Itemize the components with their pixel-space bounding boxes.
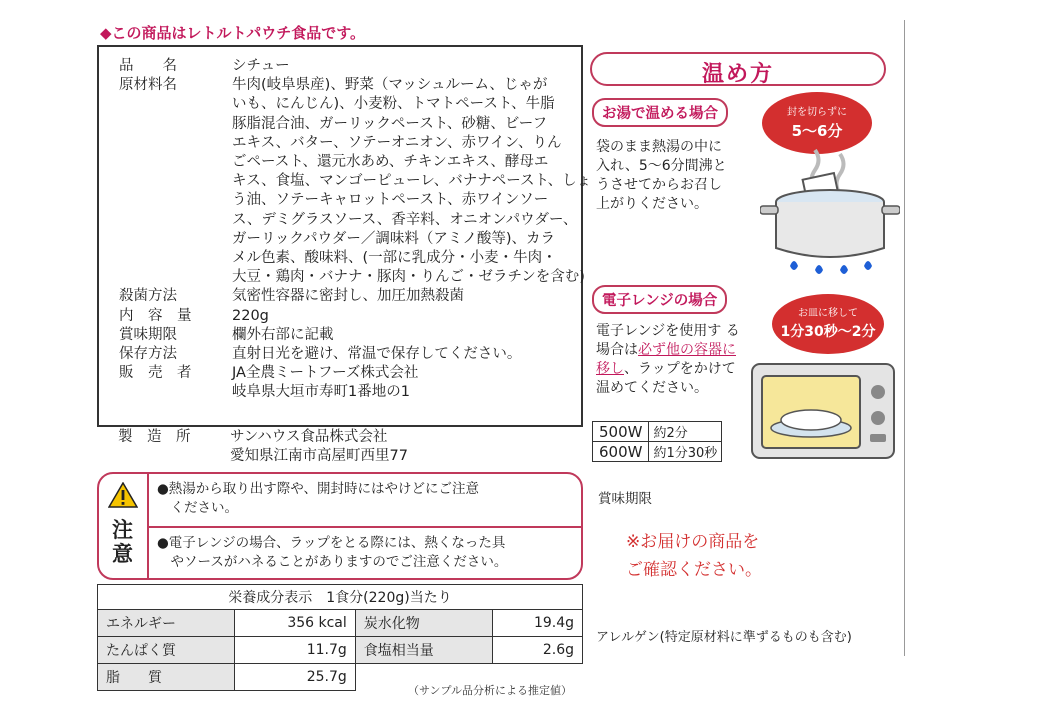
ingredient-line: いも、にんじん)、小麦粉、トマトペースト、牛脂 [232,96,555,113]
ingredient-label: 原材料名 [119,77,177,94]
microwave-instructions [596,322,744,398]
ingredient-label: 保存方法 [119,346,177,362]
nutrient-name: 脂 質 [98,664,235,691]
ingredient-line: ガーリックパウダー／調味料（アミノ酸等)、カラ [232,230,556,247]
caution-box [97,472,583,580]
ingredient-line: 直射日光を避け、常温で保存してください。 [232,346,522,362]
expiry-label: 賞味期限 [598,491,652,507]
boil-time-bubble [762,92,872,154]
boil-method-label: お湯で温める場合 [592,98,728,127]
ingredient-line: う油、ソテーキャロットペースト、赤ワインソー [232,192,549,209]
ingredient-value [232,76,592,287]
instruction-text: 、ラップをかけて温めてください。 [596,361,736,396]
confirm-note [626,528,762,584]
nutrition-note: （サンプル品分析による推定値） [408,684,573,697]
manufacturer-address: 愛知県江南市高屋町西里77 [230,448,408,464]
ingredient-line: 豚脂混合油、ガーリックペースト、砂糖、ビーフ [232,115,548,132]
ingredient-value [232,345,577,364]
ingredient-label: 殺菌方法 [119,288,177,305]
manufacturer-name: サンハウス食品株式会社 [230,429,388,445]
ingredient-line: シチュー [232,58,290,74]
caution-item [157,480,577,518]
bubble-time: 1分30秒～2分 [780,324,876,340]
instruction-text: 電子レンジを使用す る場合は [596,323,740,358]
caution-label: 注意 [112,518,133,566]
wattage: 600W [593,442,649,462]
caution-side [99,474,149,578]
manufacturer-label: 製 造 所 [118,429,191,445]
ingredient-line: ごペースト、還元水あめ、チキンエキス、酵母エ [232,154,549,170]
microwave-method-label: 電子レンジの場合 [592,285,727,314]
nutrition-header: 栄養成分表示 1食分(220g)当たり [98,585,583,610]
caution-line: ください。 [157,500,238,516]
ingredient-value [232,57,577,76]
nutrient-value: 11.7g [235,637,356,664]
ingredient-label: 賞味期限 [119,326,177,343]
note-line: ご確認ください。 [626,560,762,580]
allergen-label: アレルゲン(特定原材料に準ずるものも含む) [596,630,852,645]
nutrient-name: エネルギー [98,610,235,637]
caution-divider [147,526,581,528]
ingredient-line: 気密性容器に密封し、加圧加熱殺菌 [232,288,464,305]
caution-line: ●熱湯から取り出す際や、開封時にはやけどにご注意 [157,481,480,497]
instruction-line: 入れ、5～6分間沸と [596,158,727,174]
ingredient-line: 岐阜県大垣市寿町1番地の1 [232,384,410,401]
wattage-time: 約2分 [649,422,722,442]
nutrient-value: 356 kcal [235,610,356,637]
ingredient-value [232,287,577,306]
nutrient-value: 2.6g [492,637,582,664]
right-edge-line [904,20,905,656]
instruction-line: 上がりください。 [596,196,708,212]
ingredients-box [97,45,592,427]
nutrient-name: 食塩相当量 [355,637,492,664]
manufacturer-value [230,428,570,466]
ingredient-label: 内 容 量 [119,307,192,324]
ingredient-line: 220g [232,307,269,324]
ingredient-line: 欄外右部に記載 [232,326,334,343]
ingredient-line: エキス、バター、ソテーオニオン、赤ワイン、りん [232,134,562,151]
caution-line: ●電子レンジの場合、ラップをとる際には、熱くなった具 [157,535,506,551]
ingredient-label: 品 名 [119,58,177,74]
nutrition-table [97,584,583,691]
instruction-emphasis: 必ず他の容器に移し [596,342,736,377]
wattage: 500W [593,422,649,442]
caution-item [157,534,577,572]
ingredient-value [232,364,577,402]
nutrient-name: たんぱく質 [98,637,235,664]
nutrient-value: 19.4g [492,610,582,637]
bubble-caption: お皿に移して [798,308,858,319]
microwave-illustration [750,362,896,464]
wattage-time: 約1分30秒 [649,442,722,462]
ingredient-label: 販 売 者 [119,365,192,382]
ingredient-line: JA全農ミートフーズ株式会社 [232,365,419,382]
caution-line: やソースがハネることがありますのでご注意ください。 [157,554,508,570]
bubble-caption: 封を切らずに [787,107,847,118]
microwave-time-bubble [772,294,884,354]
warning-triangle-icon [108,482,138,508]
boil-instructions [596,138,756,214]
retort-notice: ◆この商品はレトルトパウチ食品です。 [100,24,366,42]
instruction-line: 袋のまま熱湯の中に [596,139,722,155]
ingredient-line: ス、デミグラスソース、香辛料、オニオンパウダー、 [232,211,578,228]
ingredient-value [232,326,577,345]
nutrient-value: 25.7g [235,664,356,691]
ingredient-value [232,307,577,326]
ingredient-line: 大豆・鶏肉・バナナ・豚肉・りんご・ゼラチンを含む) [232,269,585,286]
pot-illustration [760,148,900,280]
ingredient-line: キス、食塩、マンゴーピューレ、バナナペースト、しょ [232,173,592,190]
heating-title: 温め方 [701,62,774,87]
ingredient-line: メル色素、酸味料、(一部に乳成分・小麦・牛肉・ [232,250,557,267]
microwave-wattage-table [592,421,722,462]
heating-title-box [590,52,886,86]
instruction-line: うさせてからお召し [596,177,722,193]
note-line: ※お届けの商品を [626,532,760,552]
nutrient-name: 炭水化物 [355,610,492,637]
bubble-time: 5～6分 [791,122,843,140]
ingredient-line: 牛肉(岐阜県産)、野菜（マッシュルーム、じゃが [232,77,548,94]
